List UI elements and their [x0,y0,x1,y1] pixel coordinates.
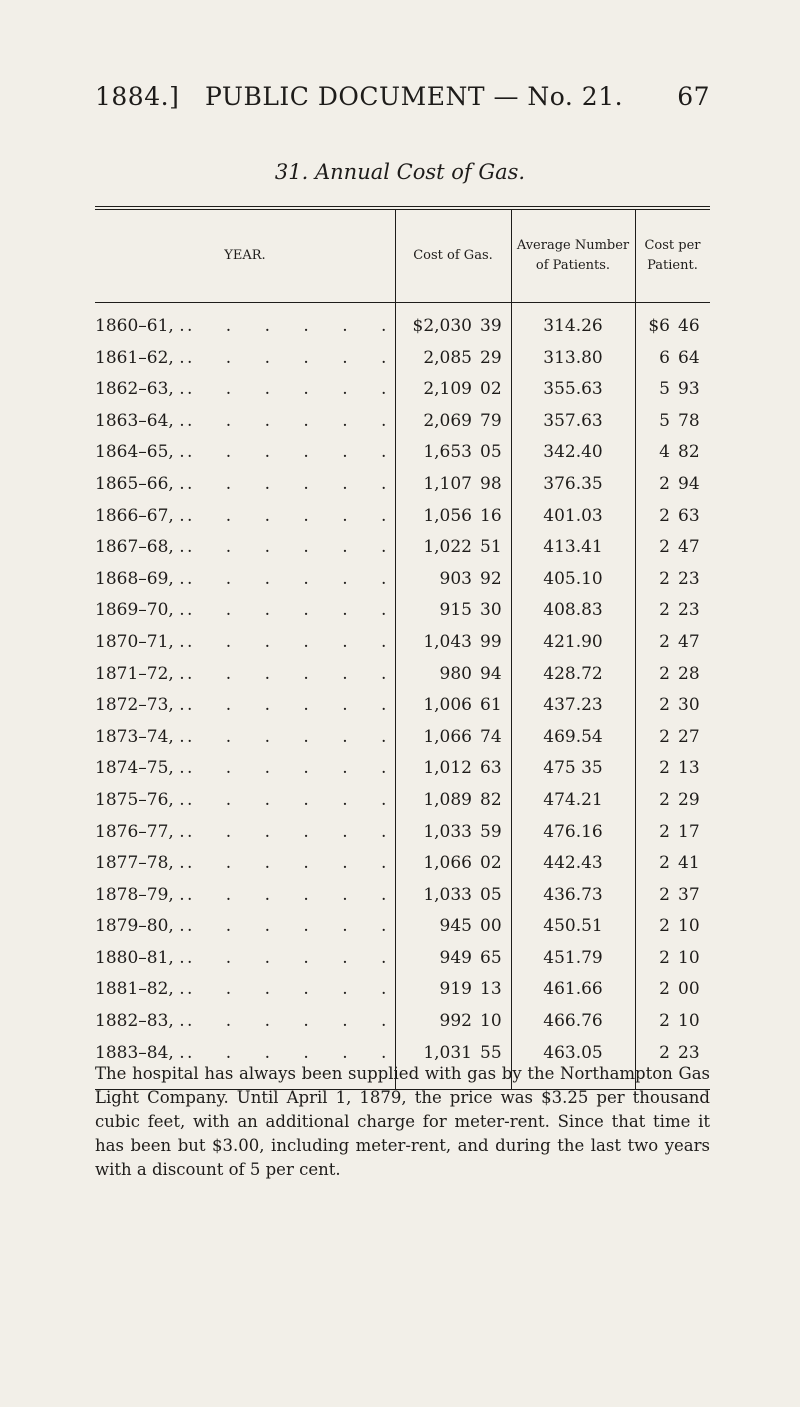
average-patients-cell: 463.05 [543,1042,603,1063]
cost-cents-cell: 29 [480,347,502,368]
cost-cents-cell: 55 [480,1042,502,1063]
table-row [95,753,710,785]
cost-cents-cell: 02 [480,379,502,400]
average-patients-cell: 466.76 [543,1011,603,1032]
cost-per-patient-dollars-cell: 6 [659,347,670,368]
cost-cents-cell: 65 [480,947,502,968]
table-row [95,564,710,596]
cost-per-patient-dollars-cell: $6 [648,316,670,336]
cost-dollars-cell: 1,006 [423,695,472,716]
cost-dollars-cell: 919 [439,979,472,1000]
cost-per-patient-dollars-cell: 2 [659,663,670,684]
table-row [95,785,710,817]
average-patients-cell: 342.40 [543,442,603,463]
cost-per-patient-dollars-cell: 2 [659,1042,670,1063]
table-row [95,627,710,659]
cost-per-patient-cents-cell: 47 [678,537,700,558]
cost-dollars-cell: 1,066 [423,853,472,874]
year-cell: 1867–68, . [95,537,185,558]
leader-dots: . . . . . . [187,600,401,621]
table-row [95,406,710,438]
average-patients-cell: 313.80 [543,347,603,368]
year-cell: 1865–66, . [95,473,185,494]
column-header-average-patients: Average Number of Patients. [516,238,630,273]
average-patients-cell: 413.41 [543,537,603,558]
cost-per-patient-cents-cell: 78 [678,410,700,431]
cost-per-patient-cents-cell: 63 [678,505,700,526]
cost-per-patient-cents-cell: 47 [678,631,700,652]
cost-cents-cell: 82 [480,789,502,810]
leader-dots: . . . . . . [187,410,401,431]
cost-cents-cell: 39 [480,316,502,336]
table-row [95,817,710,849]
cost-per-patient-cents-cell: 10 [678,947,700,968]
average-patients-cell: 314.26 [543,316,603,336]
average-patients-cell: 442.43 [543,853,603,874]
cost-per-patient-dollars-cell: 2 [659,979,670,1000]
average-patients-cell: 469.54 [543,726,603,747]
year-cell: 1880–81, . [95,947,185,968]
cost-per-patient-cents-cell: 41 [678,853,700,874]
year-cell: 1878–79, . [95,884,185,905]
cost-per-patient-cents-cell: 10 [678,1011,700,1032]
page-header [95,82,710,122]
average-patients-cell: 405.10 [543,568,603,589]
average-patients-cell: 450.51 [543,916,603,937]
leader-dots: . . . . . . [187,568,401,589]
cost-per-patient-cents-cell: 10 [678,916,700,937]
cost-per-patient-cents-cell: 23 [678,568,700,589]
table-row [95,501,710,533]
cost-dollars-cell: 1,033 [423,821,472,842]
table-row [95,974,710,1006]
average-patients-cell: 408.83 [543,600,603,621]
cost-dollars-cell: 1,022 [423,537,472,558]
cost-per-patient-cents-cell: 64 [678,347,700,368]
average-patients-cell: 357.63 [543,410,603,431]
cost-per-patient-cents-cell: 27 [678,726,700,747]
table-body [95,303,710,1069]
table-row [95,437,710,469]
explanatory-paragraph: The hospital has always been supplied with gas by the Northampton Gas Light Company. Until April 1, 1879, the price was $3.25 per thousand cubic feet, with an additional charge for meter-rent. Since that time it has been but $3.00, including meter-rent, and during the last two years with a discount of 5 per cent. [95,1064,710,1179]
cost-dollars-cell: 1,066 [423,726,472,747]
cost-per-patient-dollars-cell: 2 [659,916,670,937]
leader-dots: . . . . . . [187,695,401,716]
cost-dollars-cell: $2,030 [412,316,472,336]
cost-per-patient-cents-cell: 93 [678,379,700,400]
leader-dots: . . . . . . [187,979,401,1000]
cost-per-patient-cents-cell: 46 [678,316,700,336]
table-row [95,311,710,343]
cost-per-patient-dollars-cell: 2 [659,853,670,874]
cost-dollars-cell: 2,069 [423,410,472,431]
cost-per-patient-dollars-cell: 2 [659,947,670,968]
leader-dots: . . . . . . [187,1042,401,1063]
average-patients-cell: 436.73 [543,884,603,905]
cost-cents-cell: 94 [480,663,502,684]
cost-per-patient-cents-cell: 94 [678,473,700,494]
cost-cents-cell: 59 [480,821,502,842]
cost-per-patient-dollars-cell: 2 [659,726,670,747]
cost-per-patient-dollars-cell: 2 [659,537,670,558]
cost-cents-cell: 61 [480,695,502,716]
column-header-year: YEAR. [224,248,266,263]
cost-cents-cell: 63 [480,758,502,779]
header-year: 1884.] [95,82,180,111]
table-row [95,1006,710,1038]
cost-dollars-cell: 945 [439,916,472,937]
column-header-cost: Cost of Gas. [413,248,493,263]
cost-per-patient-cents-cell: 28 [678,663,700,684]
cost-cents-cell: 98 [480,473,502,494]
leader-dots: . . . . . . [187,821,401,842]
cost-dollars-cell: 992 [439,1011,472,1032]
year-cell: 1861–62, . [95,347,185,368]
cost-dollars-cell: 1,653 [423,442,472,463]
cost-per-patient-cents-cell: 23 [678,1042,700,1063]
cost-per-patient-cents-cell: 13 [678,758,700,779]
cost-per-patient-dollars-cell: 2 [659,758,670,779]
cost-per-patient-dollars-cell: 5 [659,410,670,431]
cost-per-patient-dollars-cell: 2 [659,473,670,494]
cost-cents-cell: 74 [480,726,502,747]
average-patients-cell: 421.90 [543,631,603,652]
average-patients-cell: 376.35 [543,473,603,494]
average-patients-cell: 401.03 [543,505,603,526]
average-patients-cell: 428.72 [543,663,603,684]
table-row [95,722,710,754]
year-cell: 1866–67, . [95,505,185,526]
header-title: PUBLIC DOCUMENT — No. 21. [205,82,624,111]
year-cell: 1881–82, . [95,979,185,1000]
cost-per-patient-cents-cell: 23 [678,600,700,621]
year-cell: 1873–74, . [95,726,185,747]
cost-cents-cell: 92 [480,568,502,589]
year-cell: 1882–83, . [95,1011,185,1032]
cost-dollars-cell: 915 [439,600,472,621]
average-patients-cell: 437.23 [543,695,603,716]
table-header [95,210,710,303]
year-cell: 1862–63, . [95,379,185,400]
average-patients-cell: 474.21 [543,789,603,810]
cost-cents-cell: 79 [480,410,502,431]
table-row [95,690,710,722]
leader-dots: . . . . . . [187,537,401,558]
cost-dollars-cell: 949 [439,947,472,968]
leader-dots: . . . . . . [187,789,401,810]
cost-per-patient-cents-cell: 37 [678,884,700,905]
leader-dots: . . . . . . [187,505,401,526]
cost-dollars-cell: 903 [439,568,472,589]
average-patients-cell: 461.66 [543,979,603,1000]
cost-cents-cell: 13 [480,979,502,1000]
year-cell: 1871–72, . [95,663,185,684]
year-cell: 1863–64, . [95,410,185,431]
table-row [95,659,710,691]
cost-cents-cell: 02 [480,853,502,874]
cost-cents-cell: 05 [480,884,502,905]
table-row [95,532,710,564]
leader-dots: . . . . . . [187,631,401,652]
year-cell: 1860–61, . [95,316,185,336]
cost-per-patient-cents-cell: 17 [678,821,700,842]
cost-per-patient-dollars-cell: 5 [659,379,670,400]
table-row [95,374,710,406]
gas-cost-table [95,206,710,1090]
cost-per-patient-cents-cell: 29 [678,789,700,810]
cost-per-patient-cents-cell: 82 [678,442,700,463]
year-cell: 1874–75, . [95,758,185,779]
cost-cents-cell: 51 [480,537,502,558]
cost-per-patient-dollars-cell: 2 [659,821,670,842]
cost-per-patient-dollars-cell: 2 [659,1011,670,1032]
cost-per-patient-dollars-cell: 2 [659,568,670,589]
section-title: 31. Annual Cost of Gas. [274,160,526,184]
cost-per-patient-dollars-cell: 2 [659,884,670,905]
leader-dots: . . . . . . [187,442,401,463]
leader-dots: . . . . . . [187,379,401,400]
year-cell: 1864–65, . [95,442,185,463]
cost-cents-cell: 16 [480,505,502,526]
cost-dollars-cell: 1,089 [423,789,472,810]
table-row [95,469,710,501]
table-row [95,880,710,912]
cost-cents-cell: 05 [480,442,502,463]
cost-cents-cell: 00 [480,916,502,937]
leader-dots: . . . . . . [187,916,401,937]
cost-cents-cell: 10 [480,1011,502,1032]
table-row [95,848,710,880]
year-cell: 1869–70, . [95,600,185,621]
year-cell: 1877–78, . [95,853,185,874]
cost-dollars-cell: 1,031 [423,1042,472,1063]
cost-cents-cell: 99 [480,631,502,652]
leader-dots: . . . . . . [187,473,401,494]
cost-per-patient-dollars-cell: 4 [659,442,670,463]
leader-dots: . . . . . . [187,884,401,905]
cost-dollars-cell: 1,043 [423,631,472,652]
leader-dots: . . . . . . [187,726,401,747]
cost-per-patient-dollars-cell: 2 [659,505,670,526]
leader-dots: . . . . . . [187,947,401,968]
cost-per-patient-cents-cell: 30 [678,695,700,716]
year-cell: 1868–69, . [95,568,185,589]
year-cell: 1883–84, . [95,1042,185,1063]
year-cell: 1876–77, . [95,821,185,842]
leader-dots: . . . . . . [187,853,401,874]
leader-dots: . . . . . . [187,316,401,336]
cost-dollars-cell: 1,056 [423,505,472,526]
cost-dollars-cell: 1,012 [423,758,472,779]
leader-dots: . . . . . . [187,663,401,684]
table-row [95,343,710,375]
cost-per-patient-cents-cell: 00 [678,979,700,1000]
year-cell: 1870–71, . [95,631,185,652]
average-patients-cell: 475 35 [543,758,603,779]
average-patients-cell: 451.79 [543,947,603,968]
cost-per-patient-dollars-cell: 2 [659,695,670,716]
cost-dollars-cell: 980 [439,663,472,684]
cost-per-patient-dollars-cell: 2 [659,600,670,621]
leader-dots: . . . . . . [187,347,401,368]
year-cell: 1879–80, . [95,916,185,937]
cost-dollars-cell: 2,085 [423,347,472,368]
cost-dollars-cell: 1,107 [423,473,472,494]
table-row [95,911,710,943]
cost-dollars-cell: 2,109 [423,379,472,400]
average-patients-cell: 476.16 [543,821,603,842]
average-patients-cell: 355.63 [543,379,603,400]
cost-dollars-cell: 1,033 [423,884,472,905]
cost-per-patient-dollars-cell: 2 [659,631,670,652]
cost-cents-cell: 30 [480,600,502,621]
leader-dots: . . . . . . [187,758,401,779]
column-header-cost-per-patient: Cost per Patient. [644,238,701,273]
table-row [95,943,710,975]
leader-dots: . . . . . . [187,1011,401,1032]
year-cell: 1875–76, . [95,789,185,810]
page-number: 67 [677,82,710,111]
cost-per-patient-dollars-cell: 2 [659,789,670,810]
table-row [95,595,710,627]
year-cell: 1872–73, . [95,695,185,716]
